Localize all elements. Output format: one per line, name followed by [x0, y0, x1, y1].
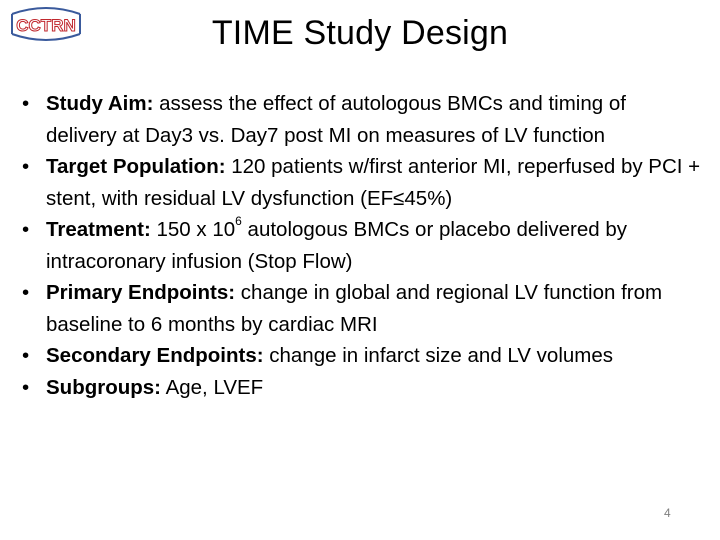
bullet-secondary-endpoints — [22, 340, 702, 372]
bullet-label: Secondary Endpoints: — [46, 344, 264, 367]
page-number: 4 — [664, 506, 671, 520]
bullet-label: Treatment: — [46, 218, 151, 241]
bullet-text: change in infarct size and LV volumes — [263, 344, 614, 367]
slide-title: TIME Study Design — [211, 14, 509, 52]
bullet-dot-icon: • — [22, 344, 30, 367]
bullet-text: assess the effect of autologous BMCs and timing of delivery at Day3 vs. Day7 post MI on measures of LV function — [46, 92, 626, 147]
bullet-dot-icon: • — [22, 375, 30, 399]
logo-text: CCTRN — [16, 16, 76, 35]
bullet-label: Subgroups: — [46, 375, 162, 399]
bullet-treatment — [22, 214, 702, 277]
bullet-list — [22, 88, 702, 403]
bullet-label: Target Population: — [46, 155, 226, 178]
bullet-text: change in global and regional LV function from baseline to 6 months by cardiac MRI — [46, 281, 663, 336]
bullet-superscript: 6 — [235, 214, 242, 229]
bullet-text: 150 x 10 — [150, 218, 236, 241]
bullet-text: autologous BMCs or placebo delivered by intracoronary infusion (Stop Flow) — [46, 218, 628, 273]
bullet-primary-endpoints — [22, 277, 702, 340]
bullet-dot-icon: • — [22, 155, 30, 178]
bullet-dot-icon: • — [22, 218, 30, 241]
bullet-label: Primary Endpoints: — [46, 281, 236, 304]
bullet-text: Age, LVEF — [161, 375, 264, 399]
bullet-dot-icon: • — [22, 92, 30, 115]
bullet-dot-icon: • — [22, 281, 30, 304]
bullet-study-aim — [22, 88, 702, 151]
bullet-subgroups — [22, 372, 702, 404]
bullet-target-population — [22, 151, 702, 214]
bullet-text: 120 patients w/first anterior MI, reperfused by PCI + stent, with residual LV dysfunction (EF≤45%) — [46, 155, 701, 210]
bullet-label: Study Aim: — [46, 92, 154, 115]
